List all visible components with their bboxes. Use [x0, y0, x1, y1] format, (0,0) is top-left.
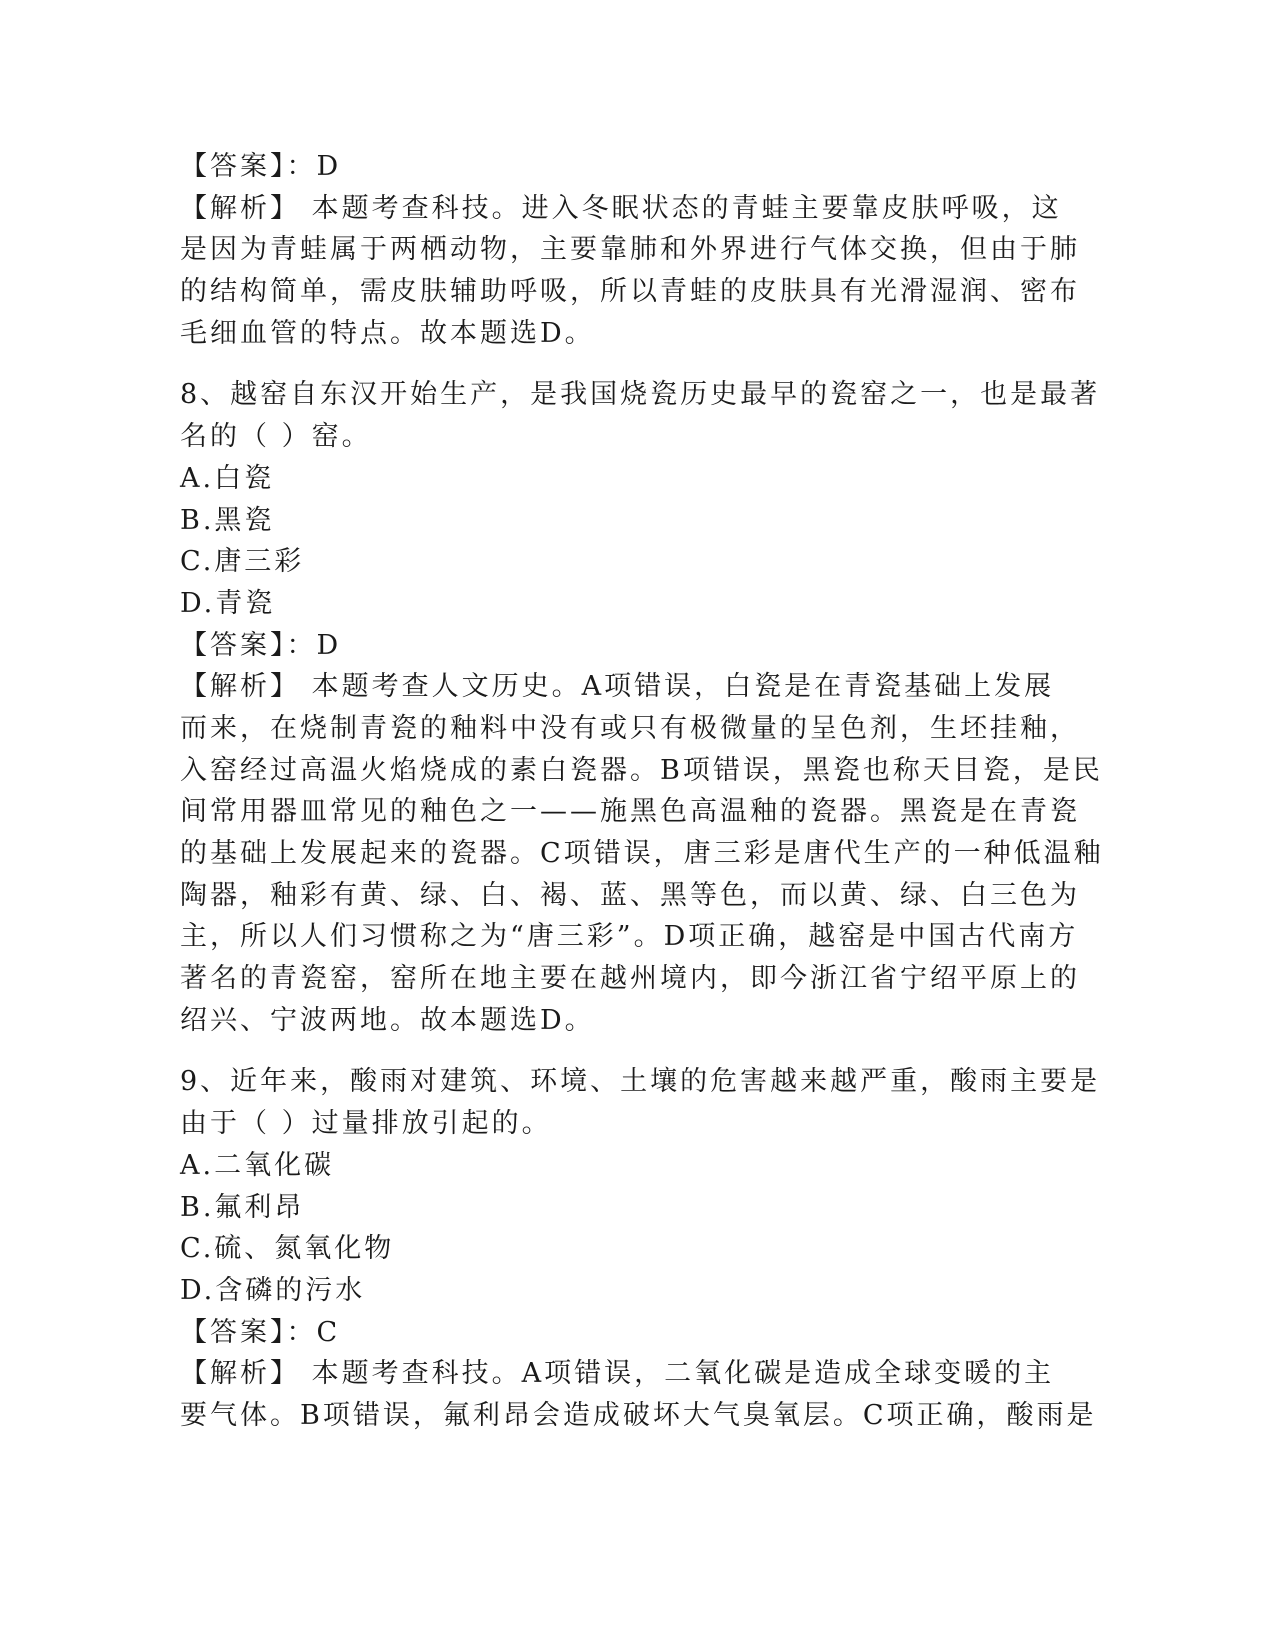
- analysis-line: 【解析】 本题考查人文历史。A项错误，白瓷是在青瓷基础上发展: [180, 671, 1055, 703]
- answer-label: 【答案】：C: [180, 1316, 341, 1348]
- option-d: D.青瓷: [180, 587, 276, 619]
- question-text: 名的（ ）窑。: [180, 421, 372, 453]
- analysis-line: 是因为青蛙属于两栖动物，主要靠肺和外界进行气体交换，但由于肺: [180, 234, 1080, 266]
- analysis-line: 的结构简单，需皮肤辅助呼吸，所以青蛙的皮肤具有光滑湿润、密布: [180, 276, 1080, 308]
- option-b: B.黑瓷: [180, 504, 275, 536]
- question-text: 8、越窑自东汉开始生产，是我国烧瓷历史最早的瓷窑之一，也是最著: [180, 379, 1101, 411]
- question-9: [180, 1061, 1100, 1436]
- option-d: D.含磷的污水: [180, 1274, 366, 1306]
- analysis-line: 要气体。B项错误，氟利昂会造成破坏大气臭氧层。C项正确，酸雨是: [180, 1399, 1097, 1431]
- analysis-line: 间常用器皿常见的釉色之一——施黑色高温釉的瓷器。黑瓷是在青瓷: [180, 796, 1080, 828]
- question-text: 由于（ ）过量排放引起的。: [180, 1108, 552, 1140]
- answer-label: 【答案】：D: [180, 629, 342, 661]
- option-a: A.二氧化碳: [180, 1149, 335, 1181]
- analysis-line: 【解析】 本题考查科技。进入冬眠状态的青蛙主要靠皮肤呼吸，这: [180, 192, 1062, 224]
- analysis-line: 主，所以人们习惯称之为“唐三彩”。D项正确，越窑是中国古代南方: [180, 921, 1079, 953]
- analysis-line: 而来，在烧制青瓷的釉料中没有或只有极微量的呈色剂，生坯挂釉，: [180, 712, 1080, 744]
- option-c: C.硫、氮氧化物: [180, 1233, 395, 1265]
- analysis-line: 的基础上发展起来的瓷器。C项错误，唐三彩是唐代生产的一种低温釉: [180, 838, 1104, 869]
- analysis-line: 毛细血管的特点。故本题选D。: [180, 317, 595, 349]
- option-c: C.唐三彩: [180, 546, 305, 578]
- question-text: 9、近年来，酸雨对建筑、环境、土壤的危害越来越严重，酸雨主要是: [180, 1066, 1101, 1098]
- answer-block-7: [180, 146, 1100, 354]
- analysis-line: 入窑经过高温火焰烧成的素白瓷器。B项错误，黑瓷也称天目瓷，是民: [180, 754, 1103, 786]
- analysis-line: 陶器，釉彩有黄、绿、白、褐、蓝、黑等色，而以黄、绿、白三色为: [180, 879, 1080, 911]
- analysis-line: 绍兴、宁波两地。故本题选D。: [180, 1004, 595, 1036]
- analysis-line: 著名的青瓷窑，窑所在地主要在越州境内，即今浙江省宁绍平原上的: [180, 963, 1080, 995]
- option-b: B.氟利昂: [180, 1191, 305, 1223]
- analysis-line: 【解析】 本题考查科技。A项错误，二氧化碳是造成全球变暖的主: [180, 1358, 1055, 1390]
- document-page: [180, 146, 1104, 1437]
- question-8: [180, 374, 1104, 1041]
- option-a: A.白瓷: [180, 462, 275, 494]
- answer-label: 【答案】：D: [180, 151, 342, 182]
